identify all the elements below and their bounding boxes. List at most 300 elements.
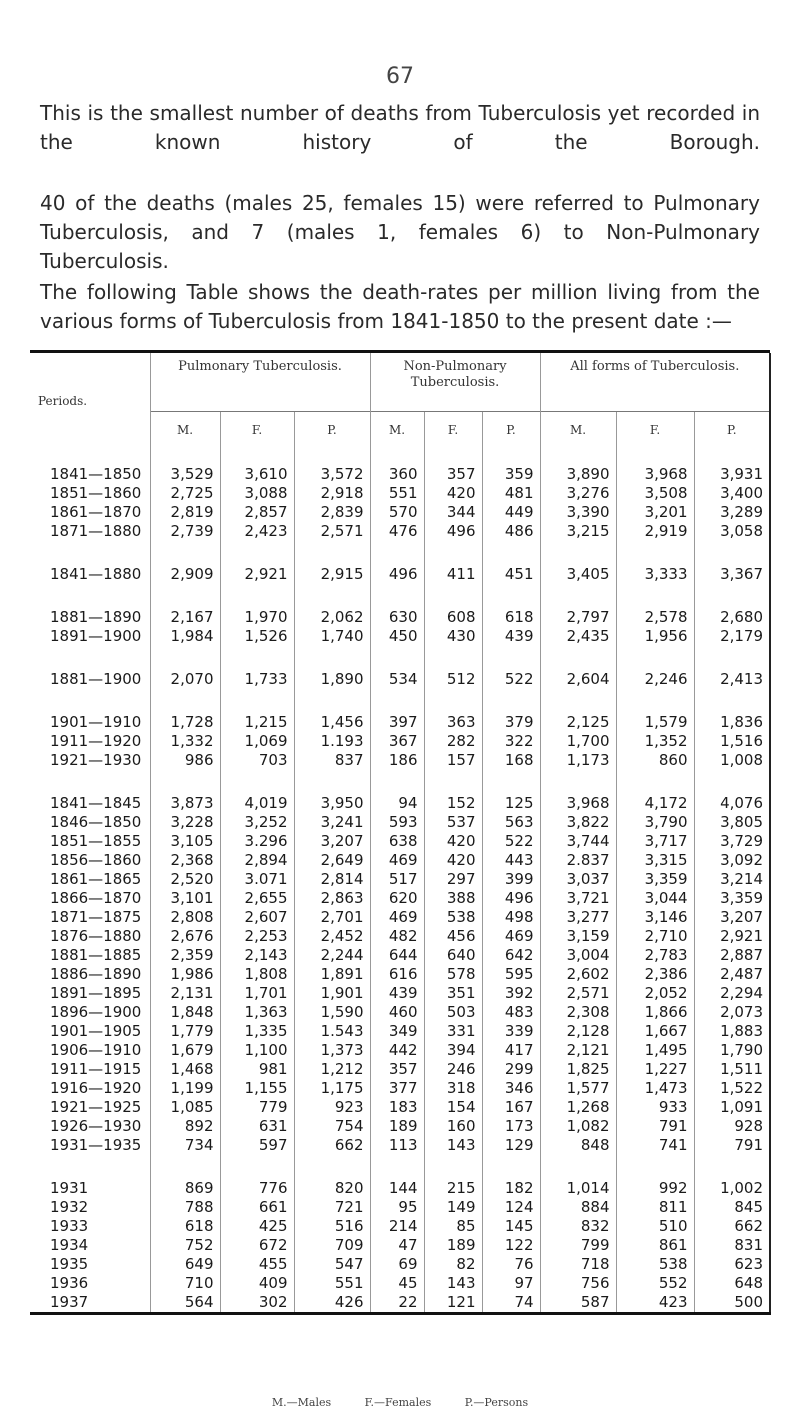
cell-pulmonary-p: 2,244 [294,946,370,965]
cell-period: 1901—1905 [50,1022,142,1040]
cell-pulmonary-f: 455 [220,1255,294,1274]
cell-pulmonary-m: 1,848 [150,1003,220,1022]
cell-all-m: 2,308 [540,1003,616,1022]
subheader-all-f: F. [616,411,694,449]
table-spacer-row [30,689,770,713]
cell-all-p: 1,511 [694,1060,770,1079]
cell-all-f: 3,968 [616,465,694,484]
table-row [30,565,770,584]
cell-nonpulmonary-f: 318 [424,1079,482,1098]
table-row [30,1022,770,1041]
table-row [30,522,770,541]
spacer-cell [694,1155,770,1179]
spacer-cell [482,689,540,713]
table-row [30,1293,770,1314]
cell-nonpulmonary-p: 595 [482,965,540,984]
cell-all-p: 1,008 [694,751,770,770]
cell-pulmonary-p: 1,373 [294,1041,370,1060]
subheader-all-p: P. [694,411,770,449]
spacer-cell [424,646,482,670]
page-number: 67 [386,64,414,89]
spacer-cell [294,689,370,713]
cell-nonpulmonary-p: 443 [482,851,540,870]
table-row [30,732,770,751]
cell-nonpulmonary-m: 551 [370,484,424,503]
cell-pulmonary-p: 3,572 [294,465,370,484]
cell-period: 1861—1870 [50,503,142,521]
spacer-cell [30,541,150,565]
cell-all-m: 587 [540,1293,616,1314]
cell-all-p: 3,214 [694,870,770,889]
cell-nonpulmonary-f: 512 [424,670,482,689]
spacer-cell [694,449,770,465]
cell-nonpulmonary-p: 74 [482,1293,540,1314]
cell-all-p: 3,729 [694,832,770,851]
cell-pulmonary-f: 3.296 [220,832,294,851]
spacer-cell [220,689,294,713]
spacer-cell [30,449,150,465]
cell-pulmonary-f: 2,143 [220,946,294,965]
cell-nonpulmonary-p: 417 [482,1041,540,1060]
cell-pulmonary-f: 2,253 [220,927,294,946]
cell-nonpulmonary-m: 189 [370,1117,424,1136]
spacer-cell [150,584,220,608]
cell-nonpulmonary-p: 483 [482,1003,540,1022]
cell-nonpulmonary-p: 346 [482,1079,540,1098]
cell-nonpulmonary-m: 214 [370,1217,424,1236]
table-spacer-row [30,1155,770,1179]
table-row [30,1003,770,1022]
cell-nonpulmonary-p: 145 [482,1217,540,1236]
cell-nonpulmonary-f: 160 [424,1117,482,1136]
cell-all-f: 1,352 [616,732,694,751]
cell-pulmonary-m: 3,101 [150,889,220,908]
cell-all-p: 791 [694,1136,770,1155]
cell-pulmonary-p: 551 [294,1274,370,1293]
cell-nonpulmonary-p: 97 [482,1274,540,1293]
cell-pulmonary-m: 869 [150,1179,220,1198]
cell-pulmonary-f: 3,088 [220,484,294,503]
cell-all-m: 2,121 [540,1041,616,1060]
footnote-persons: P.—Persons [464,1396,529,1409]
cell-period: 1911—1920 [50,732,142,750]
cell-nonpulmonary-m: 183 [370,1098,424,1117]
cell-pulmonary-m: 3,873 [150,794,220,813]
cell-pulmonary-m: 1,986 [150,965,220,984]
cell-pulmonary-f: 776 [220,1179,294,1198]
spacer-cell [694,584,770,608]
cell-pulmonary-p: 547 [294,1255,370,1274]
cell-pulmonary-f: 2,857 [220,503,294,522]
cell-pulmonary-p: 2,452 [294,927,370,946]
cell-all-f: 423 [616,1293,694,1314]
cell-all-f: 3,508 [616,484,694,503]
cell-all-f: 3,146 [616,908,694,927]
cell-nonpulmonary-m: 186 [370,751,424,770]
cell-pulmonary-p: 2,649 [294,851,370,870]
cell-nonpulmonary-f: 152 [424,794,482,813]
cell-all-m: 2,797 [540,608,616,627]
cell-nonpulmonary-m: 469 [370,851,424,870]
cell-pulmonary-p: 426 [294,1293,370,1314]
cell-pulmonary-m: 2,070 [150,670,220,689]
cell-all-p: 648 [694,1274,770,1293]
cell-all-m: 1,700 [540,732,616,751]
cell-nonpulmonary-p: 618 [482,608,540,627]
cell-all-p: 3,931 [694,465,770,484]
cell-all-f: 861 [616,1236,694,1255]
cell-pulmonary-p: 2,863 [294,889,370,908]
paragraph-deaths-breakdown: 40 of the deaths (males 25, females 15) were referred to Pulmonary Tuberculosis, and 7 (males 1, females 6) to Non-Pulmonary Tuberculosis. [40,191,760,273]
cell-period: 1866—1870 [50,889,142,907]
cell-all-m: 3,277 [540,908,616,927]
spacer-cell [482,1155,540,1179]
cell-nonpulmonary-m: 377 [370,1079,424,1098]
cell-pulmonary-p: 2,701 [294,908,370,927]
cell-all-p: 2,413 [694,670,770,689]
cell-nonpulmonary-f: 331 [424,1022,482,1041]
cell-period: 1876—1880 [50,927,142,945]
cell-all-f: 860 [616,751,694,770]
spacer-cell [294,449,370,465]
spacer-cell [150,646,220,670]
cell-all-p: 1,002 [694,1179,770,1198]
cell-period: 1846—1850 [50,813,142,831]
cell-all-m: 2,125 [540,713,616,732]
spacer-cell [540,541,616,565]
cell-nonpulmonary-f: 503 [424,1003,482,1022]
cell-all-m: 2,435 [540,627,616,646]
cell-nonpulmonary-p: 451 [482,565,540,584]
table-row [30,1274,770,1293]
cell-pulmonary-f: 779 [220,1098,294,1117]
spacer-cell [30,584,150,608]
cell-pulmonary-m: 1,085 [150,1098,220,1117]
table-spacer-row [30,584,770,608]
cell-pulmonary-f: 1,733 [220,670,294,689]
cell-period: 1841—1845 [50,794,142,812]
spacer-cell [294,1155,370,1179]
cell-pulmonary-p: 516 [294,1217,370,1236]
cell-all-m: 3,744 [540,832,616,851]
table-row [30,1060,770,1079]
table-row [30,1255,770,1274]
cell-all-f: 1,667 [616,1022,694,1041]
cell-nonpulmonary-f: 388 [424,889,482,908]
cell-period: 1934 [50,1236,89,1254]
cell-period: 1931 [50,1179,89,1197]
spacer-cell [482,449,540,465]
cell-nonpulmonary-m: 45 [370,1274,424,1293]
cell-nonpulmonary-m: 439 [370,984,424,1003]
table-row [30,794,770,813]
table-row [30,1217,770,1236]
cell-all-p: 500 [694,1293,770,1314]
cell-all-f: 1,227 [616,1060,694,1079]
cell-all-p: 2,487 [694,965,770,984]
cell-all-p: 1,522 [694,1079,770,1098]
cell-pulmonary-m: 1,728 [150,713,220,732]
table-row [30,870,770,889]
cell-nonpulmonary-f: 456 [424,927,482,946]
cell-pulmonary-m: 788 [150,1198,220,1217]
subheader-pulmonary-m: M. [150,411,220,449]
table-row [30,484,770,503]
cell-period: 1932 [50,1198,89,1216]
group-header-non-pulmonary: Non-Pulmonary Tuberculosis. [370,353,540,411]
cell-nonpulmonary-m: 469 [370,908,424,927]
table-header-groups [30,353,770,411]
cell-nonpulmonary-f: 189 [424,1236,482,1255]
cell-all-p: 2,294 [694,984,770,1003]
cell-all-m: 3,159 [540,927,616,946]
cell-nonpulmonary-p: 399 [482,870,540,889]
cell-all-p: 4,076 [694,794,770,813]
cell-all-p: 3,058 [694,522,770,541]
cell-all-m: 832 [540,1217,616,1236]
cell-all-f: 3,315 [616,851,694,870]
cell-all-p: 845 [694,1198,770,1217]
table-row [30,1098,770,1117]
cell-pulmonary-p: 1,891 [294,965,370,984]
spacer-cell [616,689,694,713]
cell-nonpulmonary-f: 297 [424,870,482,889]
cell-pulmonary-m: 734 [150,1136,220,1155]
cell-all-p: 3,805 [694,813,770,832]
cell-period: 1931—1935 [50,1136,142,1154]
spacer-cell [220,584,294,608]
table-spacer-row [30,541,770,565]
spacer-cell [616,770,694,794]
cell-all-f: 3,790 [616,813,694,832]
cell-pulmonary-f: 2,607 [220,908,294,927]
cell-nonpulmonary-f: 538 [424,908,482,927]
cell-all-m: 3,215 [540,522,616,541]
spacer-cell [294,541,370,565]
spacer-cell [540,770,616,794]
cell-nonpulmonary-p: 168 [482,751,540,770]
cell-all-f: 3,717 [616,832,694,851]
cell-pulmonary-p: 1,456 [294,713,370,732]
cell-pulmonary-p: 721 [294,1198,370,1217]
cell-pulmonary-m: 2,368 [150,851,220,870]
cell-nonpulmonary-m: 367 [370,732,424,751]
cell-pulmonary-f: 1,100 [220,1041,294,1060]
spacer-cell [220,1155,294,1179]
cell-all-m: 2,604 [540,670,616,689]
spacer-cell [616,584,694,608]
cell-all-f: 2,052 [616,984,694,1003]
cell-nonpulmonary-f: 282 [424,732,482,751]
cell-all-m: 848 [540,1136,616,1155]
cell-pulmonary-m: 618 [150,1217,220,1236]
spacer-cell [482,646,540,670]
cell-nonpulmonary-f: 85 [424,1217,482,1236]
cell-pulmonary-f: 661 [220,1198,294,1217]
cell-nonpulmonary-f: 363 [424,713,482,732]
cell-pulmonary-m: 2,131 [150,984,220,1003]
spacer-cell [370,770,424,794]
cell-period: 1916—1920 [50,1079,142,1097]
cell-period: 1841—1850 [50,465,142,483]
table-row [30,1136,770,1155]
cell-pulmonary-f: 981 [220,1060,294,1079]
spacer-cell [150,1155,220,1179]
spacer-cell [220,449,294,465]
cell-pulmonary-f: 1,701 [220,984,294,1003]
cell-nonpulmonary-p: 439 [482,627,540,646]
cell-all-f: 1,956 [616,627,694,646]
cell-all-p: 1,836 [694,713,770,732]
cell-nonpulmonary-m: 620 [370,889,424,908]
cell-all-f: 2,578 [616,608,694,627]
subheader-pulmonary-p: P. [294,411,370,449]
spacer-cell [424,584,482,608]
cell-all-m: 2,128 [540,1022,616,1041]
spacer-cell [540,584,616,608]
cell-all-f: 811 [616,1198,694,1217]
cell-pulmonary-p: 709 [294,1236,370,1255]
cell-nonpulmonary-p: 182 [482,1179,540,1198]
cell-all-f: 3,359 [616,870,694,889]
spacer-cell [482,541,540,565]
cell-pulmonary-p: 923 [294,1098,370,1117]
cell-nonpulmonary-m: 349 [370,1022,424,1041]
cell-pulmonary-m: 2,676 [150,927,220,946]
cell-nonpulmonary-p: 392 [482,984,540,1003]
cell-pulmonary-f: 2,894 [220,851,294,870]
spacer-cell [424,770,482,794]
spacer-cell [30,689,150,713]
cell-all-m: 1,014 [540,1179,616,1198]
spacer-cell [150,770,220,794]
spacer-cell [150,541,220,565]
cell-nonpulmonary-p: 122 [482,1236,540,1255]
cell-nonpulmonary-m: 593 [370,813,424,832]
cell-all-f: 552 [616,1274,694,1293]
cell-nonpulmonary-m: 476 [370,522,424,541]
cell-pulmonary-m: 752 [150,1236,220,1255]
cell-nonpulmonary-m: 94 [370,794,424,813]
table-row [30,465,770,484]
cell-all-f: 1,579 [616,713,694,732]
cell-pulmonary-m: 2,520 [150,870,220,889]
subheader-nonpulmonary-f: F. [424,411,482,449]
cell-period: 1856—1860 [50,851,142,869]
spacer-cell [370,689,424,713]
cell-nonpulmonary-m: 482 [370,927,424,946]
cell-pulmonary-f: 302 [220,1293,294,1314]
table-row [30,627,770,646]
cell-nonpulmonary-f: 411 [424,565,482,584]
cell-all-p: 3,289 [694,503,770,522]
cell-nonpulmonary-p: 379 [482,713,540,732]
cell-all-m: 3,822 [540,813,616,832]
cell-nonpulmonary-f: 420 [424,484,482,503]
spacer-cell [540,646,616,670]
cell-all-m: 1,173 [540,751,616,770]
table-row [30,1198,770,1217]
cell-period: 1926—1930 [50,1117,142,1135]
cell-nonpulmonary-f: 143 [424,1136,482,1155]
cell-pulmonary-m: 1,679 [150,1041,220,1060]
cell-pulmonary-f: 1,970 [220,608,294,627]
cell-all-m: 3,276 [540,484,616,503]
cell-all-m: 1,577 [540,1079,616,1098]
table-spacer-row [30,449,770,465]
cell-nonpulmonary-p: 129 [482,1136,540,1155]
spacer-cell [694,541,770,565]
cell-pulmonary-m: 2,909 [150,565,220,584]
spacer-cell [294,646,370,670]
cell-all-f: 741 [616,1136,694,1155]
cell-pulmonary-f: 1,155 [220,1079,294,1098]
cell-nonpulmonary-f: 157 [424,751,482,770]
cell-pulmonary-f: 425 [220,1217,294,1236]
cell-pulmonary-m: 710 [150,1274,220,1293]
cell-all-f: 992 [616,1179,694,1198]
cell-pulmonary-p: 3,241 [294,813,370,832]
cell-all-f: 4,172 [616,794,694,813]
cell-nonpulmonary-f: 357 [424,465,482,484]
cell-nonpulmonary-m: 570 [370,503,424,522]
cell-nonpulmonary-p: 299 [482,1060,540,1079]
cell-all-p: 623 [694,1255,770,1274]
spacer-cell [370,646,424,670]
cell-pulmonary-p: 2,839 [294,503,370,522]
periods-header: Periods. [38,394,88,408]
cell-all-m: 3,890 [540,465,616,484]
cell-period: 1891—1895 [50,984,142,1002]
cell-all-f: 2,783 [616,946,694,965]
cell-nonpulmonary-p: 125 [482,794,540,813]
cell-pulmonary-m: 2,739 [150,522,220,541]
cell-nonpulmonary-f: 246 [424,1060,482,1079]
cell-nonpulmonary-m: 644 [370,946,424,965]
cell-nonpulmonary-p: 469 [482,927,540,946]
table-row [30,1079,770,1098]
cell-nonpulmonary-f: 608 [424,608,482,627]
cell-period: 1936 [50,1274,89,1292]
table-row [30,608,770,627]
table-row [30,751,770,770]
cell-nonpulmonary-f: 143 [424,1274,482,1293]
cell-nonpulmonary-m: 357 [370,1060,424,1079]
cell-pulmonary-p: 1,740 [294,627,370,646]
cell-pulmonary-m: 2,808 [150,908,220,927]
spacer-cell [540,1155,616,1179]
cell-pulmonary-f: 631 [220,1117,294,1136]
cell-pulmonary-f: 672 [220,1236,294,1255]
cell-all-m: 799 [540,1236,616,1255]
cell-pulmonary-m: 892 [150,1117,220,1136]
cell-pulmonary-f: 1,215 [220,713,294,732]
spacer-cell [294,584,370,608]
spacer-cell [482,770,540,794]
cell-nonpulmonary-m: 47 [370,1236,424,1255]
spacer-cell [424,689,482,713]
cell-all-m: 1,825 [540,1060,616,1079]
cell-pulmonary-p: 3,207 [294,832,370,851]
cell-pulmonary-p: 1.543 [294,1022,370,1041]
cell-nonpulmonary-p: 486 [482,522,540,541]
cell-period: 1933 [50,1217,89,1235]
cell-nonpulmonary-m: 22 [370,1293,424,1314]
table-body [30,449,770,1314]
spacer-cell [540,449,616,465]
cell-pulmonary-f: 597 [220,1136,294,1155]
cell-nonpulmonary-m: 450 [370,627,424,646]
